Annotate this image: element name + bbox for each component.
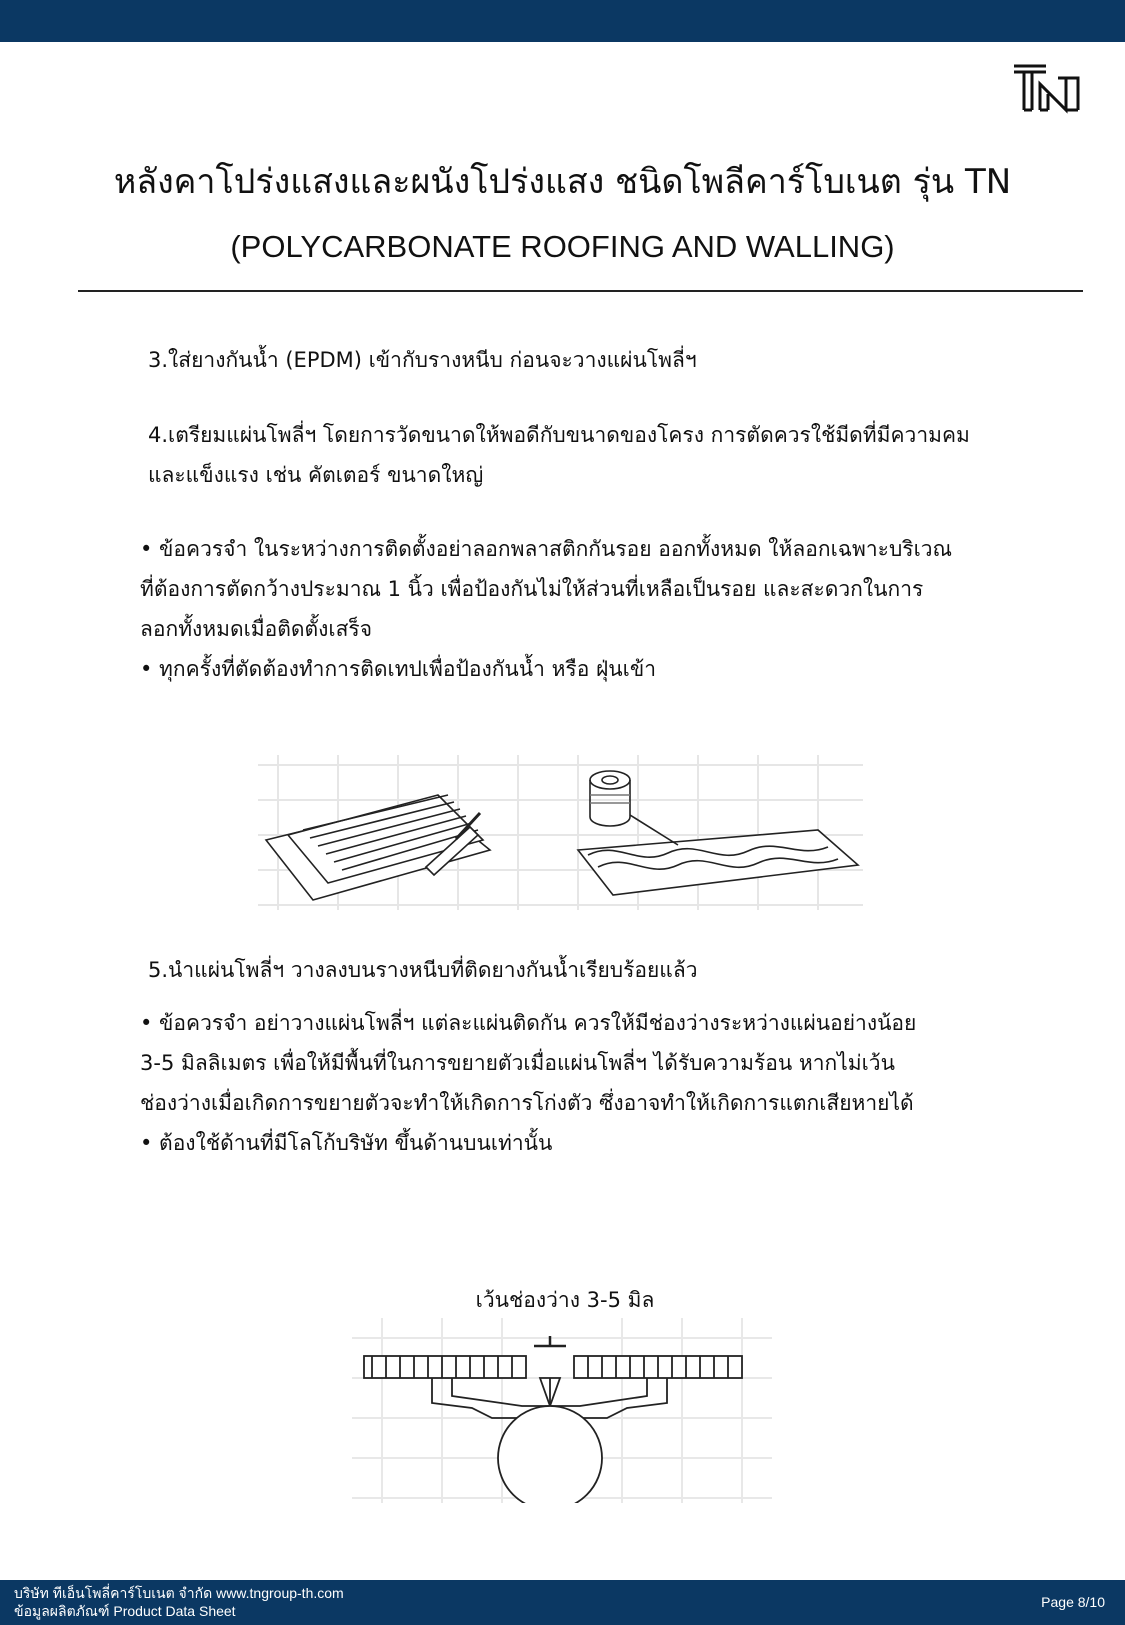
footer-bar <box>0 1580 1125 1625</box>
footer-company: บริษัท ทีเอ็นโพลี่คาร์โบเนต จำกัด www.tngroup-th.com <box>14 1585 344 1601</box>
clamp-rail-drawing <box>364 1336 742 1503</box>
page-number: Page 8/10 <box>1041 1594 1105 1610</box>
note-1-line-4: • ทุกครั้งที่ตัดต้องทำการติดเทปเพื่อป้องกันน้ำ หรือ ฝุ่นเข้า <box>140 657 656 681</box>
step-5-text <box>148 950 698 990</box>
title-divider <box>78 290 1083 292</box>
note-1-line-2: ที่ต้องการตัดกว้างประมาณ 1 นิ้ว เพื่อป้องกันไม่ให้ส่วนที่เหลือเป็นรอย และสะดวกในการ <box>140 577 924 601</box>
cutting-and-taping-figure <box>258 755 863 914</box>
note-1-text <box>140 529 952 689</box>
page-title-thai: หลังคาโปร่งแสงและผนังโปร่งแสง ชนิดโพลีคาร์โบเนต รุ่น TN <box>113 162 1012 202</box>
tn-logo <box>1010 60 1088 116</box>
note-1-line-3: ลอกทั้งหมดเมื่อติดตั้งเสร็จ <box>140 617 372 641</box>
note-2-line-3: ช่องว่างเมื่อเกิดการขยายตัวจะทำให้เกิดการโก่งตัว ซึ่งอาจทำให้เกิดการแตกเสียหายได้ <box>140 1091 914 1115</box>
step-3-text <box>148 340 697 380</box>
page-title-english: (POLYCARBONATE ROOFING AND WALLING) <box>230 229 895 264</box>
footer-doc-type: ข้อมูลผลิตภัณฑ์ Product Data Sheet <box>14 1603 236 1619</box>
step-4-text <box>148 415 970 495</box>
note-2-line-1: • ข้อควรจำ อย่าวางแผ่นโพลี่ฯ แต่ละแผ่นติดกัน ควรให้มีช่องว่างระหว่างแผ่นอย่างน้อย <box>140 1011 917 1035</box>
note-2-line-4: • ต้องใช้ด้านที่มีโลโก้บริษัท ขึ้นด้านบนเท่านั้น <box>140 1131 553 1155</box>
gap-figure-caption: เว้นช่องว่าง 3-5 มิล <box>475 1288 655 1312</box>
step-5-line: 5.นำแผ่นโพลี่ฯ วางลงบนรางหนีบที่ติดยางกันน้ำเรียบร้อยแล้ว <box>148 958 698 982</box>
tape-roll-drawing <box>578 771 858 895</box>
step-4-line-1: 4.เตรียมแผ่นโพลี่ฯ โดยการวัดขนาดให้พอดีกับขนาดของโครง การตัดควรใช้มีดที่มีความคม <box>148 423 970 447</box>
step-4-line-2: และแข็งแรง เช่น คัตเตอร์ ขนาดใหญ่ <box>148 463 484 487</box>
note-1-line-1: • ข้อควรจำ ในระหว่างการติดตั้งอย่าลอกพลาสติกกันรอย ออกทั้งหมด ให้ลอกเฉพาะบริเวณ <box>140 537 953 561</box>
note-2-text <box>140 1003 916 1163</box>
note-2-line-2: 3-5 มิลลิเมตร เพื่อให้มีพื้นที่ในการขยายตัวเมื่อแผ่นโพลี่ฯ ได้รับความร้อน หากไม่เว้น <box>140 1051 895 1075</box>
tn-logo-icon <box>1010 60 1088 116</box>
step-3-line: 3.ใส่ยางกันน้ำ (EPDM) เข้ากับรางหนีบ ก่อนจะวางแผ่นโพลี่ฯ <box>148 348 697 372</box>
header-bar <box>0 0 1125 42</box>
sheet-cutting-drawing <box>266 795 490 900</box>
